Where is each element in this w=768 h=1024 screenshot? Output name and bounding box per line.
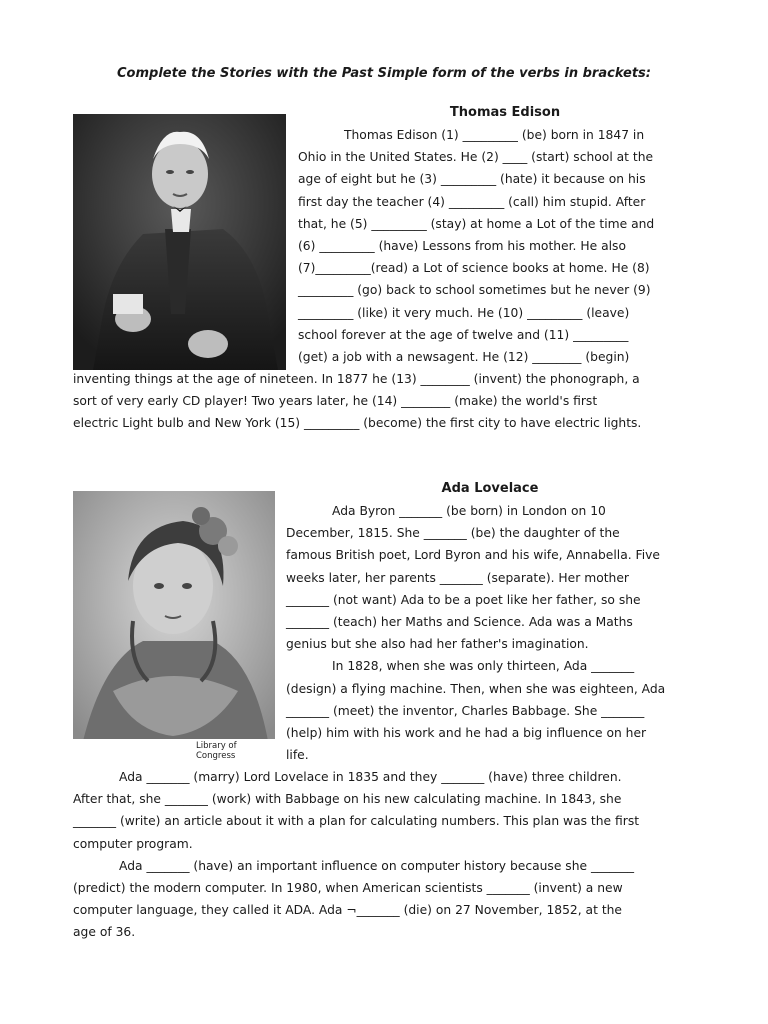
edison-line: (6) _________ (have) Lessons from his mother. He also (298, 239, 626, 254)
edison-line: electric Light bulb and New York (15) _________ (become) the first city to have electric lights. (73, 416, 642, 431)
lovelace-line: computer program. (73, 836, 193, 851)
lovelace-photo (73, 491, 275, 761)
lovelace-line: genius but she also had her father's imagination. (286, 637, 589, 652)
lovelace-line: _______ (write) an article about it with a plan for calculating numbers. This plan was the first (73, 814, 640, 829)
edison-line: Thomas Edison (1) _________ (be) born in 1847 in (344, 128, 645, 142)
lovelace-line: _______ (teach) her Maths and Science. Ada was a Maths (286, 615, 633, 630)
edison-line: Ohio in the United States. He (2) ____ (start) school at the (298, 150, 654, 165)
lovelace-paragraph-continued (73, 766, 695, 944)
lovelace-line: life. (286, 748, 309, 763)
edison-heading: Thomas Edison (449, 105, 561, 120)
edison-line: first day the teacher (4) _________ (call) him stupid. After (298, 194, 646, 209)
lovelace-line: (design) a flying machine. Then, when she was eighteen, Ada (286, 681, 666, 696)
lovelace-image-caption: Library of Congress (196, 741, 237, 761)
lovelace-paragraph-wrap (286, 500, 694, 766)
edison-line: _________ (like) it very much. He (10) _________ (leave) (298, 305, 630, 320)
lovelace-portrait-image (73, 491, 275, 755)
lovelace-line: Ada Byron _______ (be born) in London on 10 (332, 504, 606, 518)
edison-line: inventing things at the age of nineteen. In 1877 he (13) ________ (invent) the phonograph, a (73, 372, 640, 386)
edison-line: sort of very early CD player! Two years later, he (14) ________ (make) the world's first (73, 394, 598, 409)
lovelace-line: age of 36. (73, 925, 136, 940)
lovelace-heading: Ada Lovelace (441, 481, 539, 496)
lovelace-line: _______ (not want) Ada to be a poet like her father, so she (286, 592, 641, 607)
edison-line: that, he (5) _________ (stay) at home a Lot of the time and (298, 216, 655, 231)
lovelace-line: _______ (meet) the inventor, Charles Babbage. She _______ (286, 703, 645, 718)
lovelace-line: (predict) the modern computer. In 1980, when American scientists _______ (invent) a new (73, 881, 623, 896)
edison-paragraph-wrap (298, 124, 694, 368)
edison-line: school forever at the age of twelve and (11) _________ (298, 327, 629, 342)
lovelace-line: (help) him with his work and he had a big influence on her (286, 726, 647, 741)
edison-photo (73, 114, 286, 370)
edison-line: (7)_________(read) a Lot of science books at home. He (8) (298, 261, 650, 276)
lovelace-line: After that, she _______ (work) with Babbage on his new calculating machine. In 1843, she (73, 792, 622, 807)
edison-portrait-image (73, 114, 286, 370)
worksheet-title: Complete the Stories with the Past Simple form of the verbs in brackets: (117, 66, 651, 81)
lovelace-line: December, 1815. She _______ (be) the daughter of the (286, 526, 620, 541)
lovelace-line: computer language, they called it ADA. Ada ¬_______ (die) on 27 November, 1852, at the (73, 903, 623, 918)
lovelace-line: In 1828, when she was only thirteen, Ada _______ (332, 659, 635, 674)
lovelace-line: Ada _______ (have) an important influence on computer history because she _______ (119, 858, 635, 873)
edison-line: _________ (go) back to school sometimes but he never (9) (298, 283, 651, 298)
lovelace-line: Ada _______ (marry) Lord Lovelace in 1835 and they _______ (have) three children. (119, 770, 622, 784)
lovelace-line: famous British poet, Lord Byron and his wife, Annabella. Five (286, 548, 660, 563)
edison-paragraph-continued (73, 368, 695, 435)
edison-line: (get) a job with a newsagent. He (12) ________ (begin) (298, 350, 630, 365)
edison-line: age of eight but he (3) _________ (hate) it because on his (298, 172, 646, 187)
lovelace-line: weeks later, her parents _______ (separate). Her mother (286, 570, 629, 585)
